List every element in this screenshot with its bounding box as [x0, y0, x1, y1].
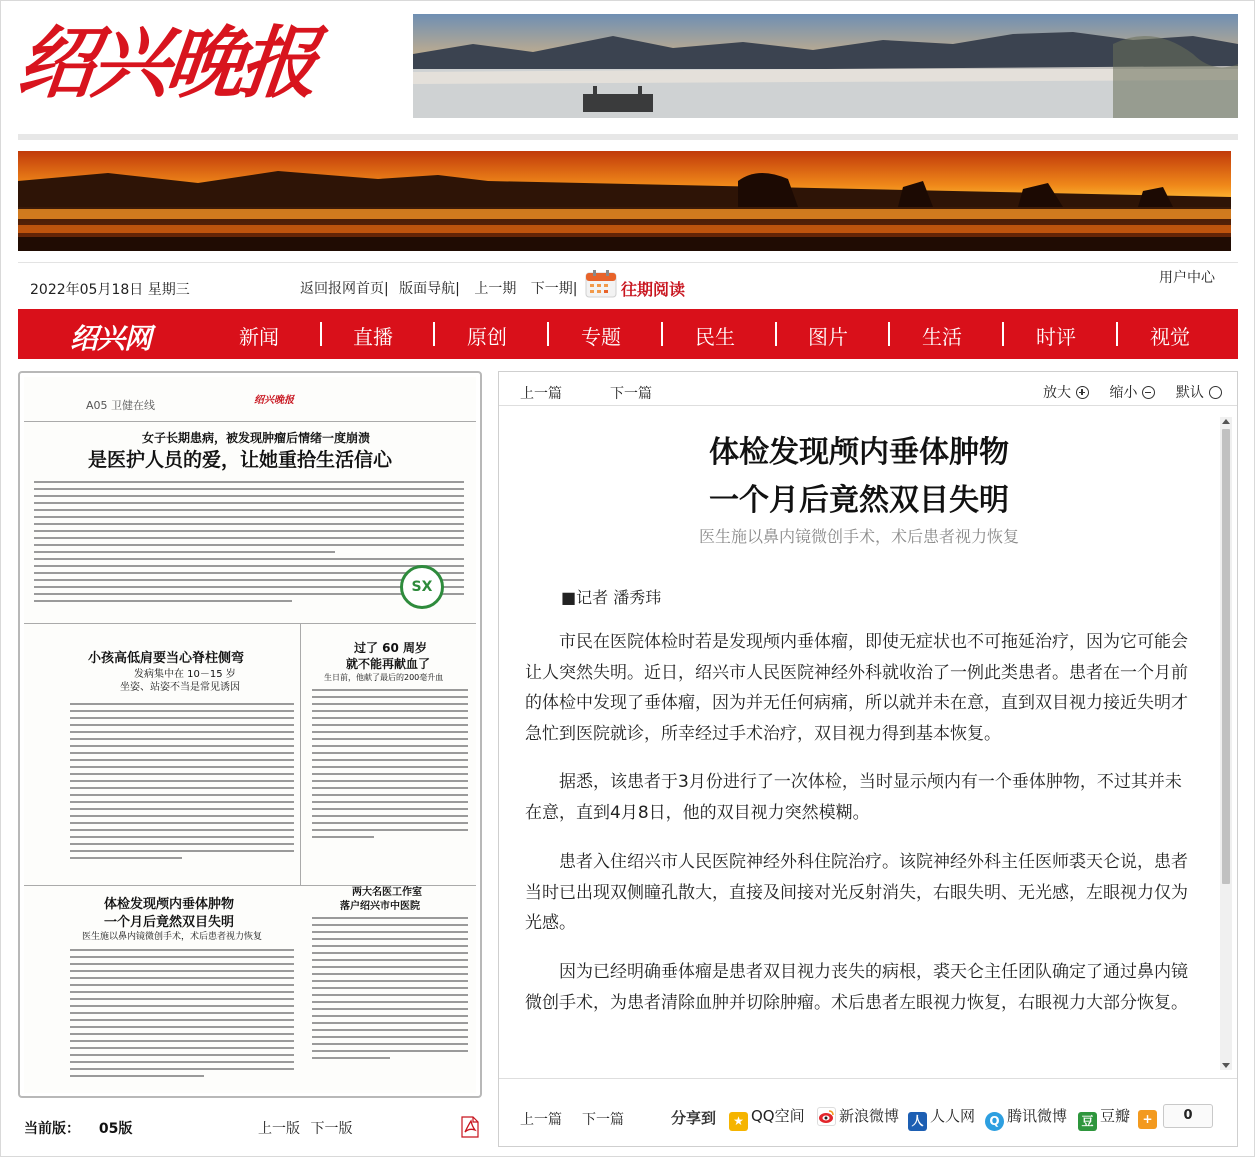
next-article-link-bottom[interactable]: 下一篇: [582, 1112, 624, 1128]
badge-text: SX: [411, 579, 433, 595]
thumb-headline-small[interactable]: 女子长期患病，被发现肿瘤后情绪一度崩溃: [142, 431, 371, 445]
share-more-button[interactable]: [1138, 1105, 1160, 1129]
nav-item-original[interactable]: 原创: [467, 325, 507, 349]
next-article-link[interactable]: 下一篇: [610, 386, 652, 402]
nav-item-life[interactable]: 生活: [922, 325, 962, 349]
nav-item-news[interactable]: 新闻: [239, 325, 279, 349]
article-title-line-2: 一个月后竟然双目失明: [709, 483, 1009, 518]
share-weibo-button[interactable]: [817, 1105, 899, 1126]
share-qzone-button[interactable]: [729, 1105, 805, 1131]
thumb-story-title[interactable]: 小孩高低肩要当心脊柱侧弯: [88, 651, 245, 666]
nav-separator: [433, 322, 435, 346]
hospital-badge-icon: [400, 565, 444, 609]
issue-date: 2022年05月18日 星期三: [30, 282, 190, 298]
pdf-download-icon[interactable]: [460, 1116, 480, 1138]
article-byline: ■记者 潘秀玮: [561, 588, 662, 607]
article-paragraph: 因为已经明确垂体瘤是患者双目视力丧失的病根，裘天仑主任团队确定了通过鼻内镜微创手术，为患者清除血肿并切除肿瘤。术后患者左眼视力恢复，右眼视力大部分恢复。: [525, 962, 1188, 1013]
prev-page-link[interactable]: 上一版: [258, 1121, 300, 1137]
calendar-icon[interactable]: [584, 269, 618, 299]
thumb-body-text: [70, 949, 294, 1082]
font-size-controls: [1043, 382, 1230, 402]
thumb-story-title[interactable]: 体检发现颅内垂体肿物: [104, 897, 235, 912]
plus-icon: +: [1138, 1110, 1157, 1129]
tencent-weibo-icon: Q: [985, 1112, 1004, 1131]
header-divider: [18, 134, 1238, 140]
prev-issue-link[interactable]: 上一期: [474, 281, 517, 297]
thumb-body-text: [312, 917, 468, 1064]
nav-separator: [775, 322, 777, 346]
thumb-story-title[interactable]: 过了 60 周岁: [354, 641, 428, 655]
article-paragraph: 据悉，该患者于3月份进行了一次体检，当时显示颅内有一个垂体肿物，不过其并未在意，直到4月8日，他的双目视力突然模糊。: [525, 772, 1182, 823]
sunset-banner-image: [18, 151, 1231, 251]
scroll-down-arrow-icon[interactable]: [1222, 1063, 1230, 1068]
share-count: 0: [1163, 1104, 1213, 1128]
share-douban-label: 豆瓣: [1100, 1107, 1131, 1125]
share-renren-label: 人人网: [930, 1107, 976, 1125]
nav-item-photos[interactable]: 图片: [808, 325, 848, 349]
nav-item-visual[interactable]: 视觉: [1150, 325, 1190, 349]
current-page-value: 05版: [98, 1121, 133, 1137]
scroll-up-arrow-icon[interactable]: [1222, 419, 1230, 424]
default-size-label: 默认: [1175, 385, 1204, 401]
header-landscape-image: [413, 14, 1238, 118]
nav-item-live[interactable]: 直播: [353, 325, 393, 349]
next-issue-link[interactable]: 下一期|: [530, 281, 578, 297]
qzone-star-icon: ★: [729, 1112, 748, 1131]
article-content: [499, 407, 1237, 1077]
current-page-label: 当前版：: [24, 1121, 80, 1137]
site-brand-logo[interactable]: 绍兴网: [70, 322, 152, 355]
thumb-story-title[interactable]: 两大名医工作室: [352, 887, 422, 898]
prev-article-link-bottom[interactable]: 上一篇: [520, 1112, 562, 1128]
page-column-rule: [300, 623, 301, 885]
thumb-body-text: [312, 689, 468, 843]
info-bar: [18, 262, 1238, 304]
page-header-rule: [24, 421, 476, 422]
page-rule: [24, 623, 476, 624]
article-paragraph: 市民在医院体检时若是发现颅内垂体瘤，即使无症状也不可拖延治疗，因为它可能会让人突然失明。近日，绍兴市人民医院神经外科就收治了一例此类患者。患者在一个月前的体检中发现了垂体瘤，因为并无任何病痛，所以就并未在意，直到双目视力接近失明才急忙到医院就诊，所幸经过手术治疗，双目视力得到基本恢复。: [525, 632, 1188, 744]
share-renren-button[interactable]: [908, 1105, 975, 1131]
nav-separator: [1116, 322, 1118, 346]
nav-item-topics[interactable]: 专题: [581, 325, 621, 349]
weibo-eye-icon: [817, 1107, 836, 1126]
newspaper-logo[interactable]: [13, 14, 398, 114]
thumb-body-text: [70, 703, 294, 864]
article-scrollbar[interactable]: [1220, 417, 1232, 1070]
nav-separator: [661, 322, 663, 346]
nav-separator: [888, 322, 890, 346]
share-qzone-label: QQ空间: [751, 1107, 805, 1125]
nav-item-commentary[interactable]: 时评: [1036, 325, 1076, 349]
thumb-story-title[interactable]: 一个月后竟然双目失明: [104, 915, 235, 930]
share-tencent-label: 腾讯微博: [1007, 1107, 1068, 1125]
renren-person-icon: 人: [908, 1112, 927, 1131]
issue-navigation: [300, 278, 578, 298]
zoom-in-option[interactable]: [1043, 385, 1093, 401]
share-douban-button[interactable]: [1078, 1105, 1130, 1131]
zoom-out-label: 缩小: [1109, 385, 1138, 401]
share-label: 分享到: [671, 1109, 717, 1127]
thumb-story-title[interactable]: 就不能再献血了: [346, 657, 431, 671]
thumb-story-subtitle: 医生施以鼻内镜微创手术，术后患者视力恢复: [82, 932, 263, 942]
nav-item-livelihood[interactable]: 民生: [695, 325, 735, 349]
past-issues-link[interactable]: 往期阅读: [621, 280, 686, 299]
article-title-line-1: 体检发现颅内垂体肿物: [709, 435, 1009, 470]
zoom-in-icon: [1076, 386, 1089, 399]
newspaper-page-thumbnail[interactable]: [18, 371, 482, 1098]
zoom-in-label: 放大: [1043, 385, 1071, 401]
zoom-out-option[interactable]: [1109, 385, 1159, 401]
back-to-home-link[interactable]: 返回报网首页|: [300, 281, 389, 297]
prev-article-link[interactable]: 上一篇: [520, 386, 562, 402]
article-toolbar: [499, 372, 1237, 406]
logo-text: 绍兴晚报: [13, 18, 319, 109]
page-navigation: [258, 1118, 352, 1138]
scrollbar-thumb[interactable]: [1222, 429, 1230, 884]
nav-separator: [1002, 322, 1004, 346]
article-subtitle: 医生施以鼻内镜微创手术，术后患者视力恢复: [698, 527, 1019, 546]
current-page-indicator: [24, 1118, 132, 1138]
page-header-logo: 绍兴晚报: [254, 395, 294, 406]
nav-separator: [320, 322, 322, 346]
zoom-out-icon: [1142, 386, 1155, 399]
user-center-link[interactable]: 用户中心: [1159, 270, 1215, 286]
share-tencent-weibo-button[interactable]: [985, 1105, 1067, 1131]
thumb-story-subtitle: 生日前，他献了最后的200毫升血: [324, 673, 444, 682]
default-radio-icon: [1209, 386, 1222, 399]
douban-icon: 豆: [1078, 1112, 1097, 1131]
thumb-headline-big[interactable]: 是医护人员的爱，让她重拾生活信心: [88, 449, 393, 471]
layout-navigation-link[interactable]: 版面导航|: [399, 281, 460, 297]
article-panel: [498, 371, 1238, 1147]
article-paragraph: 患者入住绍兴市人民医院神经外科住院治疗。该院神经外科主任医师裘天仑说，患者当时已出现双侧瞳孔散大，直接及间接对光反射消失，右眼失明、无光感，左眼视力仅为光感。: [525, 852, 1188, 933]
article-footer: [499, 1078, 1237, 1146]
thumb-story-subtitle: 坐姿、站姿不当是常见诱因: [120, 682, 240, 693]
default-size-option[interactable]: [1176, 385, 1226, 401]
main-nav-bar: [18, 309, 1238, 359]
nav-separator: [547, 322, 549, 346]
next-page-link[interactable]: 下一版: [310, 1121, 353, 1137]
page-section-label: A05 卫健在线: [86, 399, 156, 412]
thumb-story-subtitle: 发病集中在 10－15 岁: [134, 669, 236, 680]
share-weibo-label: 新浪微博: [839, 1107, 900, 1125]
thumb-story-title[interactable]: 落户绍兴市中医院: [340, 901, 420, 912]
newspaper-page: [24, 377, 476, 1093]
